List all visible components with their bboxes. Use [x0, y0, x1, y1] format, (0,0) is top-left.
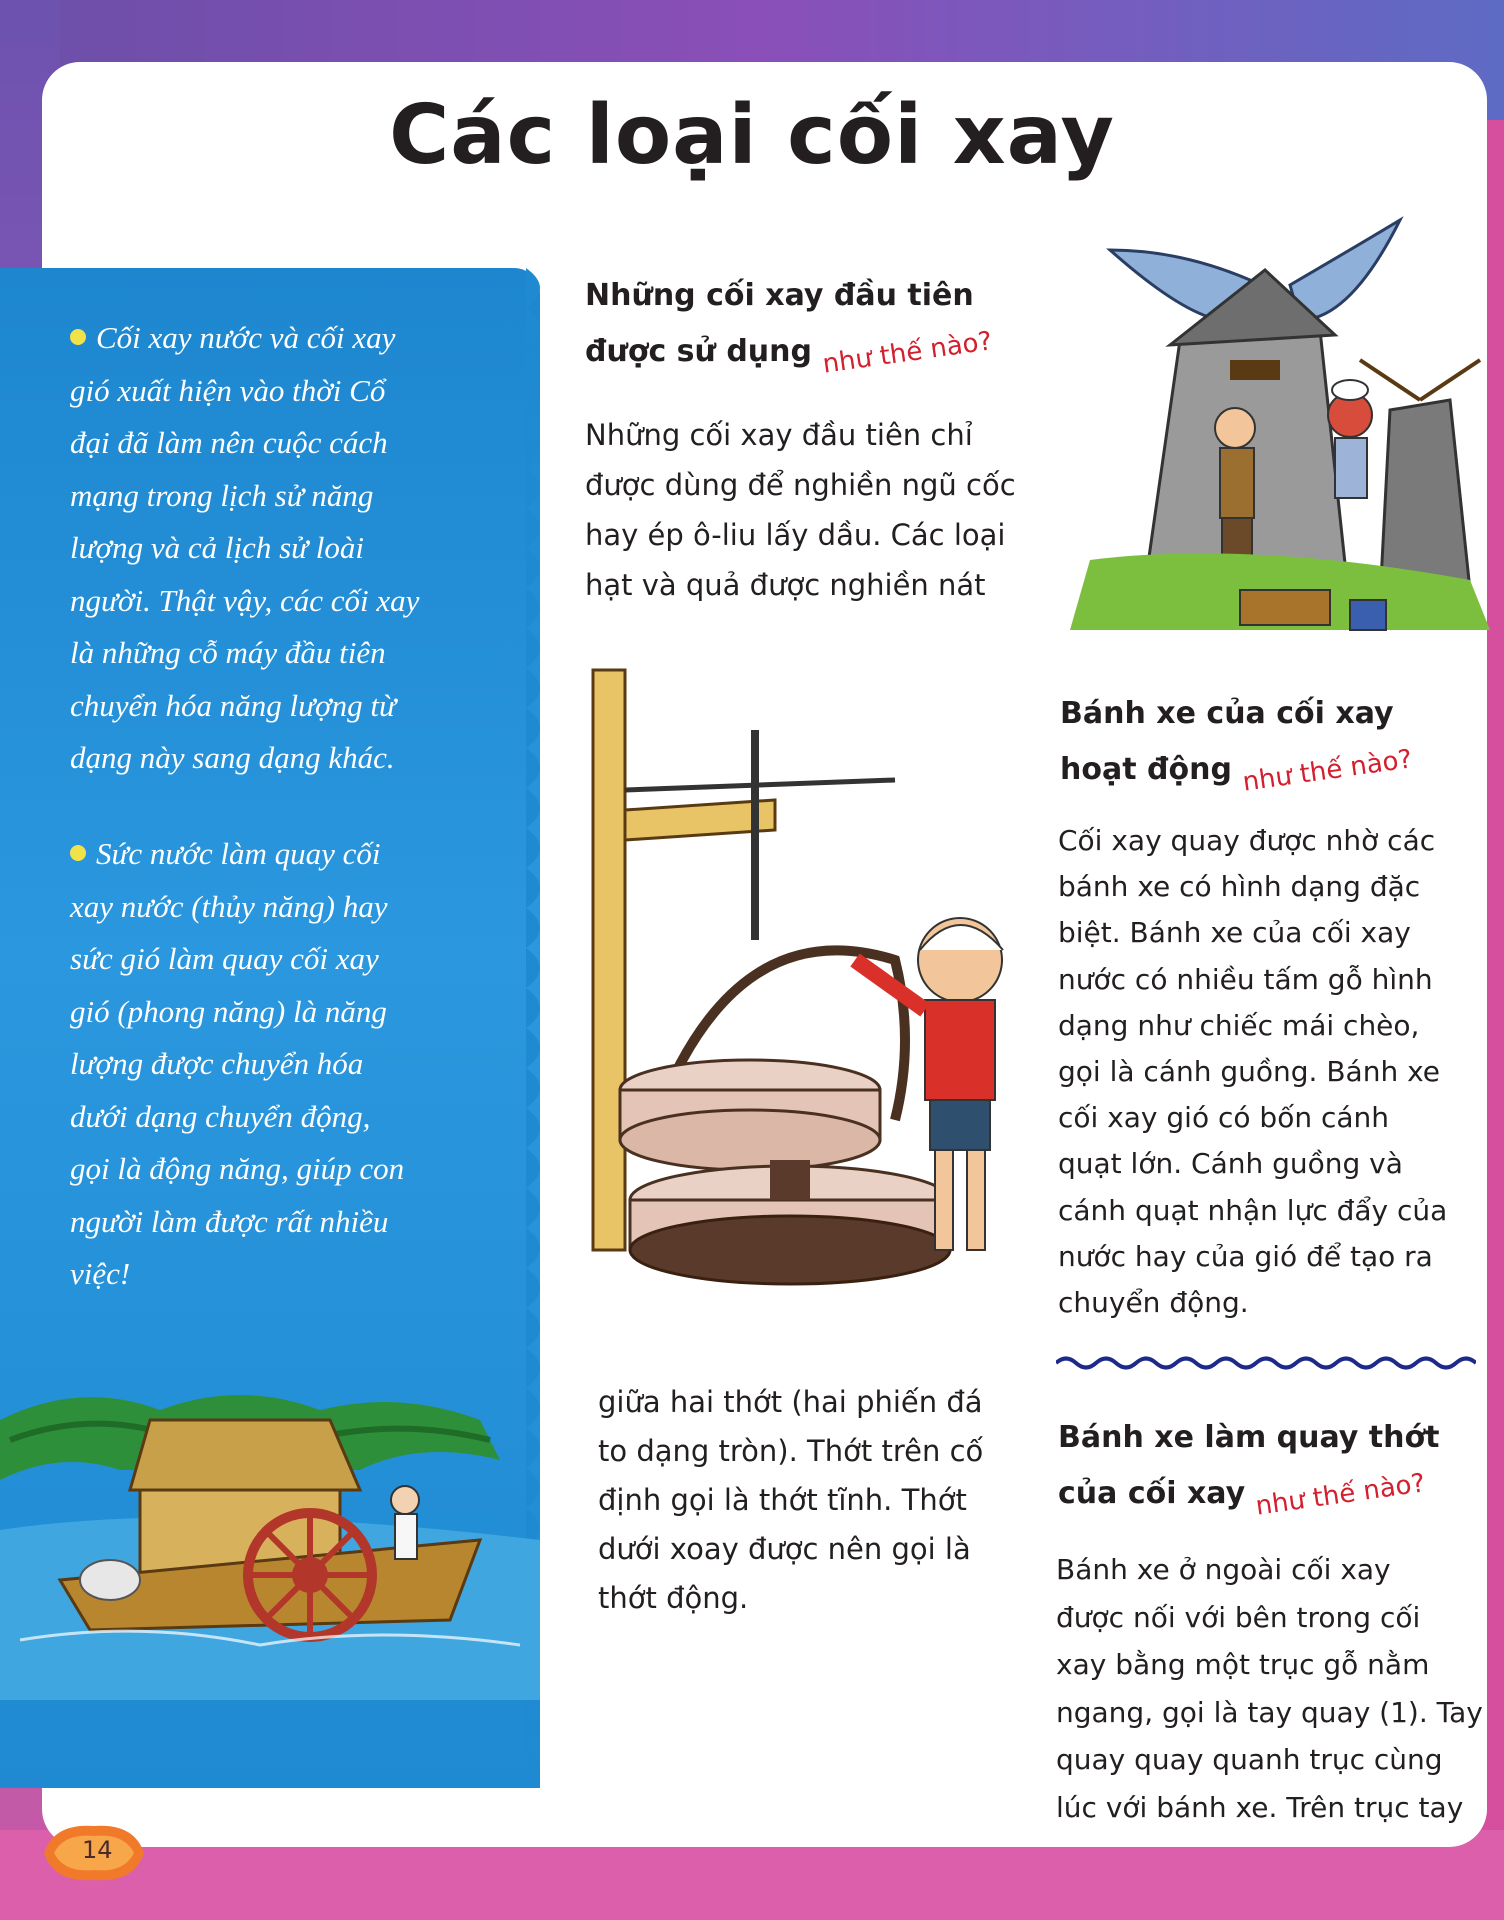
sidebar-paragraph-2	[70, 828, 500, 1301]
section2-line: chuyển động.	[1058, 1286, 1249, 1320]
section1-continued-line: to dạng tròn). Thớt trên cố	[598, 1434, 984, 1468]
section1-heading-line1: Những cối xay đầu tiên	[585, 278, 974, 313]
section2-line: cối xay gió có bốn cánh	[1058, 1101, 1390, 1135]
sidebar-line: việc!	[70, 1256, 131, 1291]
sidebar-paragraph-1	[70, 312, 500, 785]
section3-line: lúc với bánh xe. Trên trục tay	[1056, 1790, 1464, 1824]
section1-line: hay ép ô-liu lấy dầu. Các loại	[585, 518, 1006, 552]
section1-heading-accent: như thế nào?	[820, 326, 995, 380]
sidebar-line: đại đã làm nên cuộc cách	[70, 425, 388, 460]
section2-line: dạng như chiếc mái chèo,	[1058, 1008, 1420, 1042]
section3-heading-line1: Bánh xe làm quay thớt	[1058, 1420, 1440, 1455]
section1-continued-line: thớt động.	[598, 1581, 749, 1615]
bullet-dot	[70, 845, 86, 861]
section2-heading-line2: hoạt động	[1060, 752, 1232, 787]
section2-line: nước có nhiều tấm gỗ hình	[1058, 962, 1433, 996]
sidebar-line: gió (phong năng) là năng	[70, 993, 387, 1029]
section3-line: Bánh xe ở ngoài cối xay	[1056, 1553, 1391, 1586]
section2-line: cánh quạt nhận lực đẩy của	[1058, 1193, 1448, 1227]
page-title: Các loại cối xay	[389, 88, 1115, 183]
sidebar-line: dưới dạng chuyển động,	[70, 1098, 371, 1134]
sidebar-line: lượng được chuyển hóa	[70, 1046, 364, 1081]
sidebar-line: gió xuất hiện vào thời Cổ	[70, 372, 386, 408]
sidebar-line: dạng này sang dạng khác.	[70, 740, 395, 775]
section3-heading-accent: như thế nào?	[1253, 1468, 1428, 1522]
bullet-dot	[70, 329, 86, 345]
section3-line: xay bằng một trục gỗ nằm	[1056, 1648, 1430, 1681]
section3-text	[1056, 1546, 1483, 1831]
section1-continued-line: dưới xoay được nên gọi là	[598, 1532, 971, 1566]
sidebar-line: người làm được rất nhiều	[70, 1203, 389, 1239]
section3-line: ngang, gọi là tay quay (1). Tay	[1056, 1695, 1483, 1729]
section1-heading-line2: được sử dụng	[585, 334, 812, 369]
sidebar-line: gọi là động năng, giúp con	[70, 1151, 405, 1186]
section3-heading-line2: của cối xay	[1058, 1476, 1246, 1511]
section1-line: hạt và quả được nghiền nát	[585, 568, 986, 602]
section3-heading	[1058, 1410, 1439, 1523]
section3-line: được nối với bên trong cối	[1056, 1600, 1421, 1634]
section1-line: Những cối xay đầu tiên chỉ	[585, 418, 973, 452]
section1-continued-line: định gọi là thớt tĩnh. Thớt	[598, 1483, 967, 1517]
sidebar-line: lượng và cả lịch sử loài	[70, 530, 365, 565]
section2-line: nước hay của gió để tạo ra	[1058, 1239, 1433, 1273]
wavy-divider	[1056, 1352, 1476, 1374]
section2-line: bánh xe có hình dạng đặc	[1058, 870, 1421, 904]
sidebar-line: người. Thật vậy, các cối xay	[70, 582, 420, 618]
section1-heading	[585, 268, 993, 381]
section1-text	[585, 410, 1016, 610]
section2-heading	[1060, 686, 1413, 799]
page-number: 14	[82, 1836, 113, 1864]
sidebar-line: mạng trong lịch sử năng	[70, 477, 374, 513]
section2-heading-accent: như thế nào?	[1240, 744, 1414, 798]
section1-continued-text	[598, 1378, 983, 1623]
sidebar-line: là những cỗ máy đầu tiên	[70, 635, 386, 670]
sidebar-line: xay nước (thủy năng) hay	[70, 888, 388, 924]
section3-line: quay quay quanh trục cùng	[1056, 1743, 1443, 1776]
windmill-repair-illustration	[1050, 210, 1504, 650]
section2-text	[1058, 818, 1447, 1326]
sidebar-line: sức gió làm quay cối xay	[70, 941, 379, 976]
millstone-boy-illustration	[575, 660, 1055, 1300]
sidebar-line: Cối xay nước và cối xay	[96, 320, 396, 355]
section2-line: gọi là cánh guồng. Bánh xe	[1058, 1055, 1441, 1089]
sidebar-line: chuyển hóa năng lượng từ	[70, 687, 396, 723]
section2-line: biệt. Bánh xe của cối xay	[1058, 916, 1411, 950]
sidebar-line: Sức nước làm quay cối	[96, 836, 381, 871]
section1-continued-line: giữa hai thớt (hai phiến đá	[598, 1385, 983, 1419]
section2-heading-line1: Bánh xe của cối xay	[1060, 696, 1394, 731]
watermill-boat-illustration	[0, 1380, 540, 1700]
section2-line: quạt lớn. Cánh guồng và	[1058, 1147, 1403, 1181]
section1-line: được dùng để nghiền ngũ cốc	[585, 468, 1016, 502]
section2-line: Cối xay quay được nhờ các	[1058, 824, 1436, 857]
